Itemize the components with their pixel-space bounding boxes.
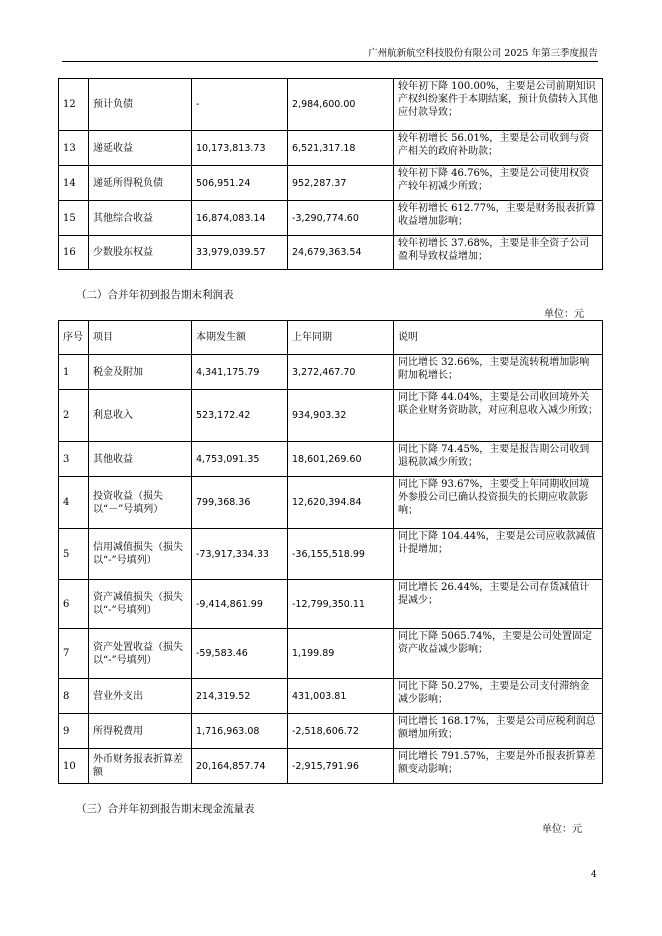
table-row bbox=[59, 390, 603, 442]
row-number: 5 bbox=[59, 529, 89, 580]
table-row bbox=[59, 580, 603, 629]
row-previous: 18,601,269.60 bbox=[288, 442, 394, 477]
table-row bbox=[59, 629, 603, 679]
table-row bbox=[59, 355, 603, 390]
row-current: - bbox=[192, 79, 288, 131]
row-previous: 1,199.89 bbox=[288, 629, 394, 679]
row-number: 10 bbox=[59, 749, 89, 784]
table-header-row bbox=[59, 321, 603, 355]
row-current: 506,951.24 bbox=[192, 166, 288, 201]
table-row bbox=[59, 79, 603, 131]
table-row bbox=[59, 131, 603, 166]
row-note: 同比下降 5065.74%，主要是公司处置固定资产收益减少影响； bbox=[394, 629, 603, 679]
row-item: 预计负债 bbox=[89, 79, 192, 131]
row-note: 同比增长 32.66%，主要是流转税增加影响附加税增长； bbox=[394, 355, 603, 390]
row-number: 6 bbox=[59, 580, 89, 629]
header-current: 本期发生额 bbox=[192, 321, 288, 355]
table-row bbox=[59, 749, 603, 784]
header-divider bbox=[62, 61, 598, 62]
row-note: 较年初增长 56.01%，主要是公司收到与资产相关的政府补助款； bbox=[394, 131, 603, 166]
section-title-income-statement: （二）合并年初到报告期末利润表 bbox=[76, 289, 234, 301]
unit-label: 单位：元 bbox=[542, 824, 582, 835]
row-number: 4 bbox=[59, 477, 89, 529]
row-note: 同比下降 50.27%，主要是公司支付滞纳金减少影响； bbox=[394, 679, 603, 714]
row-number: 12 bbox=[59, 79, 89, 131]
row-item: 资产处置收益（损失以“-”号填列） bbox=[89, 629, 192, 679]
page-header: 广州航新航空科技股份有限公司 2025 年第三季度报告 bbox=[368, 48, 598, 59]
row-previous: 3,272,467.70 bbox=[288, 355, 394, 390]
row-note: 同比增长 168.17%，主要是公司应税利润总额增加所致； bbox=[394, 714, 603, 749]
header-note: 说明 bbox=[394, 321, 603, 355]
row-number: 9 bbox=[59, 714, 89, 749]
row-number: 2 bbox=[59, 390, 89, 442]
table-row bbox=[59, 166, 603, 201]
table-row bbox=[59, 442, 603, 477]
section-title-cash-flow: （三）合并年初到报告期末现金流量表 bbox=[76, 803, 255, 815]
row-item: 所得税费用 bbox=[89, 714, 192, 749]
row-note: 较年初下降 46.76%，主要是公司使用权资产较年初减少所致； bbox=[394, 166, 603, 201]
row-previous: 12,620,394.84 bbox=[288, 477, 394, 529]
row-current: -73,917,334.33 bbox=[192, 529, 288, 580]
header-item: 项目 bbox=[89, 321, 192, 355]
row-previous: 24,679,363.54 bbox=[288, 236, 394, 270]
row-current: 523,172.42 bbox=[192, 390, 288, 442]
header-no: 序号 bbox=[59, 321, 89, 355]
table-row bbox=[59, 236, 603, 270]
row-note: 同比增长 791.57%，主要是外币报表折算差额变动影响； bbox=[394, 749, 603, 784]
row-note: 同比下降 74.45%，主要是报告期公司收到退税款减少所致； bbox=[394, 442, 603, 477]
row-previous: -2,518,606.72 bbox=[288, 714, 394, 749]
row-previous: -2,915,791.96 bbox=[288, 749, 394, 784]
row-number: 7 bbox=[59, 629, 89, 679]
row-number: 3 bbox=[59, 442, 89, 477]
row-item: 利息收入 bbox=[89, 390, 192, 442]
row-item: 递延所得税负债 bbox=[89, 166, 192, 201]
row-item: 其他综合收益 bbox=[89, 201, 192, 236]
row-current: 214,319.52 bbox=[192, 679, 288, 714]
row-current: 799,368.36 bbox=[192, 477, 288, 529]
income-statement-changes-table bbox=[58, 320, 603, 784]
row-number: 16 bbox=[59, 236, 89, 270]
row-number: 13 bbox=[59, 131, 89, 166]
row-item: 营业外支出 bbox=[89, 679, 192, 714]
page-number: 4 bbox=[591, 870, 597, 880]
row-current: 33,979,039.57 bbox=[192, 236, 288, 270]
row-item: 少数股东权益 bbox=[89, 236, 192, 270]
row-note: 较年初增长 612.77%，主要是财务报表折算收益增加影响； bbox=[394, 201, 603, 236]
row-note: 同比下降 104.44%，主要是公司应收款减值计提增加； bbox=[394, 529, 603, 580]
row-number: 8 bbox=[59, 679, 89, 714]
row-current: 4,341,175.79 bbox=[192, 355, 288, 390]
table-row bbox=[59, 679, 603, 714]
balance-sheet-changes-table bbox=[58, 78, 603, 270]
row-number: 14 bbox=[59, 166, 89, 201]
row-item: 其他收益 bbox=[89, 442, 192, 477]
row-note: 同比下降 44.04%，主要是公司收回境外关联企业财务资助款，对应利息收入减少所致； bbox=[394, 390, 603, 442]
row-number: 1 bbox=[59, 355, 89, 390]
row-note: 较年初增长 37.68%，主要是非全资子公司盈利导致权益增加； bbox=[394, 236, 603, 270]
row-current: 4,753,091.35 bbox=[192, 442, 288, 477]
row-note: 同比增长 26.44%，主要是公司存货减值计提减少； bbox=[394, 580, 603, 629]
row-current: 1,716,963.08 bbox=[192, 714, 288, 749]
row-item: 税金及附加 bbox=[89, 355, 192, 390]
row-item: 资产减值损失（损失以“-”号填列） bbox=[89, 580, 192, 629]
row-item: 外币财务报表折算差额 bbox=[89, 749, 192, 784]
table-row bbox=[59, 477, 603, 529]
row-note: 同比下降 93.67%，主要受上年同期收回境外参股公司已确认投资损失的长期应收款影响； bbox=[394, 477, 603, 529]
row-current: 10,173,813.73 bbox=[192, 131, 288, 166]
header-previous: 上年同期 bbox=[288, 321, 394, 355]
row-previous: 934,903.32 bbox=[288, 390, 394, 442]
unit-label: 单位：元 bbox=[544, 309, 584, 320]
table-row bbox=[59, 714, 603, 749]
row-previous: 2,984,600.00 bbox=[288, 79, 394, 131]
row-previous: -36,155,518.99 bbox=[288, 529, 394, 580]
row-note: 较年初下降 100.00%，主要是公司前期知识产权纠纷案件于本期结案，预计负债转入其他应付款导致； bbox=[394, 79, 603, 131]
row-previous: 6,521,317.18 bbox=[288, 131, 394, 166]
row-previous: 952,287.37 bbox=[288, 166, 394, 201]
row-item: 信用减值损失（损失以“-”号填列） bbox=[89, 529, 192, 580]
row-previous: -3,290,774.60 bbox=[288, 201, 394, 236]
row-current: -59,583.46 bbox=[192, 629, 288, 679]
row-number: 15 bbox=[59, 201, 89, 236]
table-row bbox=[59, 529, 603, 580]
row-previous: 431,003.81 bbox=[288, 679, 394, 714]
row-current: 20,164,857.74 bbox=[192, 749, 288, 784]
row-item: 投资收益（损失以“－”号填列） bbox=[89, 477, 192, 529]
row-previous: -12,799,350.11 bbox=[288, 580, 394, 629]
row-current: 16,874,083.14 bbox=[192, 201, 288, 236]
row-item: 递延收益 bbox=[89, 131, 192, 166]
row-current: -9,414,861.99 bbox=[192, 580, 288, 629]
table-row bbox=[59, 201, 603, 236]
